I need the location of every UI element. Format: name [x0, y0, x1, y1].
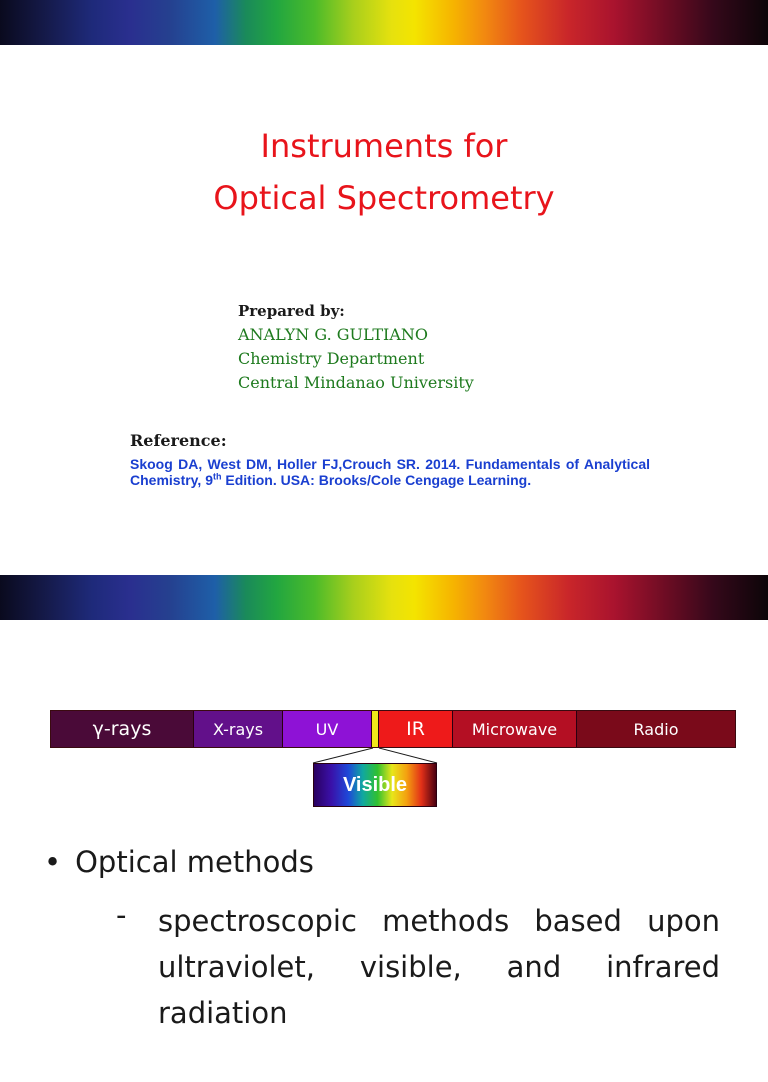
- slide-title-line-1: Instruments for: [260, 127, 508, 165]
- author-name: ANALYN G. GULTIANO: [238, 325, 428, 344]
- sub-bullet-dash: -: [116, 898, 127, 932]
- spectrum-banner-divider: [0, 575, 768, 620]
- band-microwave: Microwave: [453, 711, 577, 747]
- reference-citation: [130, 456, 650, 488]
- visible-spectrum-box: Visible: [313, 763, 437, 807]
- band-radio: Radio: [577, 711, 735, 747]
- band-gamma-rays: γ-rays: [51, 711, 194, 747]
- reference-label: Reference:: [130, 431, 227, 450]
- bullet-text: Optical methods: [75, 845, 314, 879]
- visible-zoom-lines: [300, 748, 450, 763]
- bullet-dot: •: [44, 845, 62, 879]
- bullet-item: [44, 845, 314, 879]
- electromagnetic-spectrum-bar: [50, 710, 736, 748]
- sub-bullet-text-content: spectroscopic methods based upon ultraviolet, visible, and infrared radiation: [158, 904, 720, 1030]
- spectrum-banner-top: [0, 0, 768, 45]
- citation-text-part-2: Edition. USA: Brooks/Cole Cengage Learning.: [221, 472, 532, 488]
- sub-bullet-text: [158, 898, 720, 1082]
- band-ir: IR: [379, 711, 453, 747]
- slide-title-line-2: Optical Spectrometry: [213, 179, 555, 217]
- author-university: Central Mindanao University: [238, 373, 474, 392]
- author-department: Chemistry Department: [238, 349, 425, 368]
- citation-superscript: th: [213, 471, 222, 482]
- citation-text-part-1: Skoog DA, West DM, Holler FJ,Crouch SR. 2014. Fundamentals of Analytical Chemistry, 9: [130, 456, 650, 488]
- band-x-rays: X-rays: [194, 711, 283, 747]
- band-uv: UV: [283, 711, 372, 747]
- band-visible-sliver: [372, 711, 379, 747]
- prepared-by-label: Prepared by:: [238, 302, 345, 320]
